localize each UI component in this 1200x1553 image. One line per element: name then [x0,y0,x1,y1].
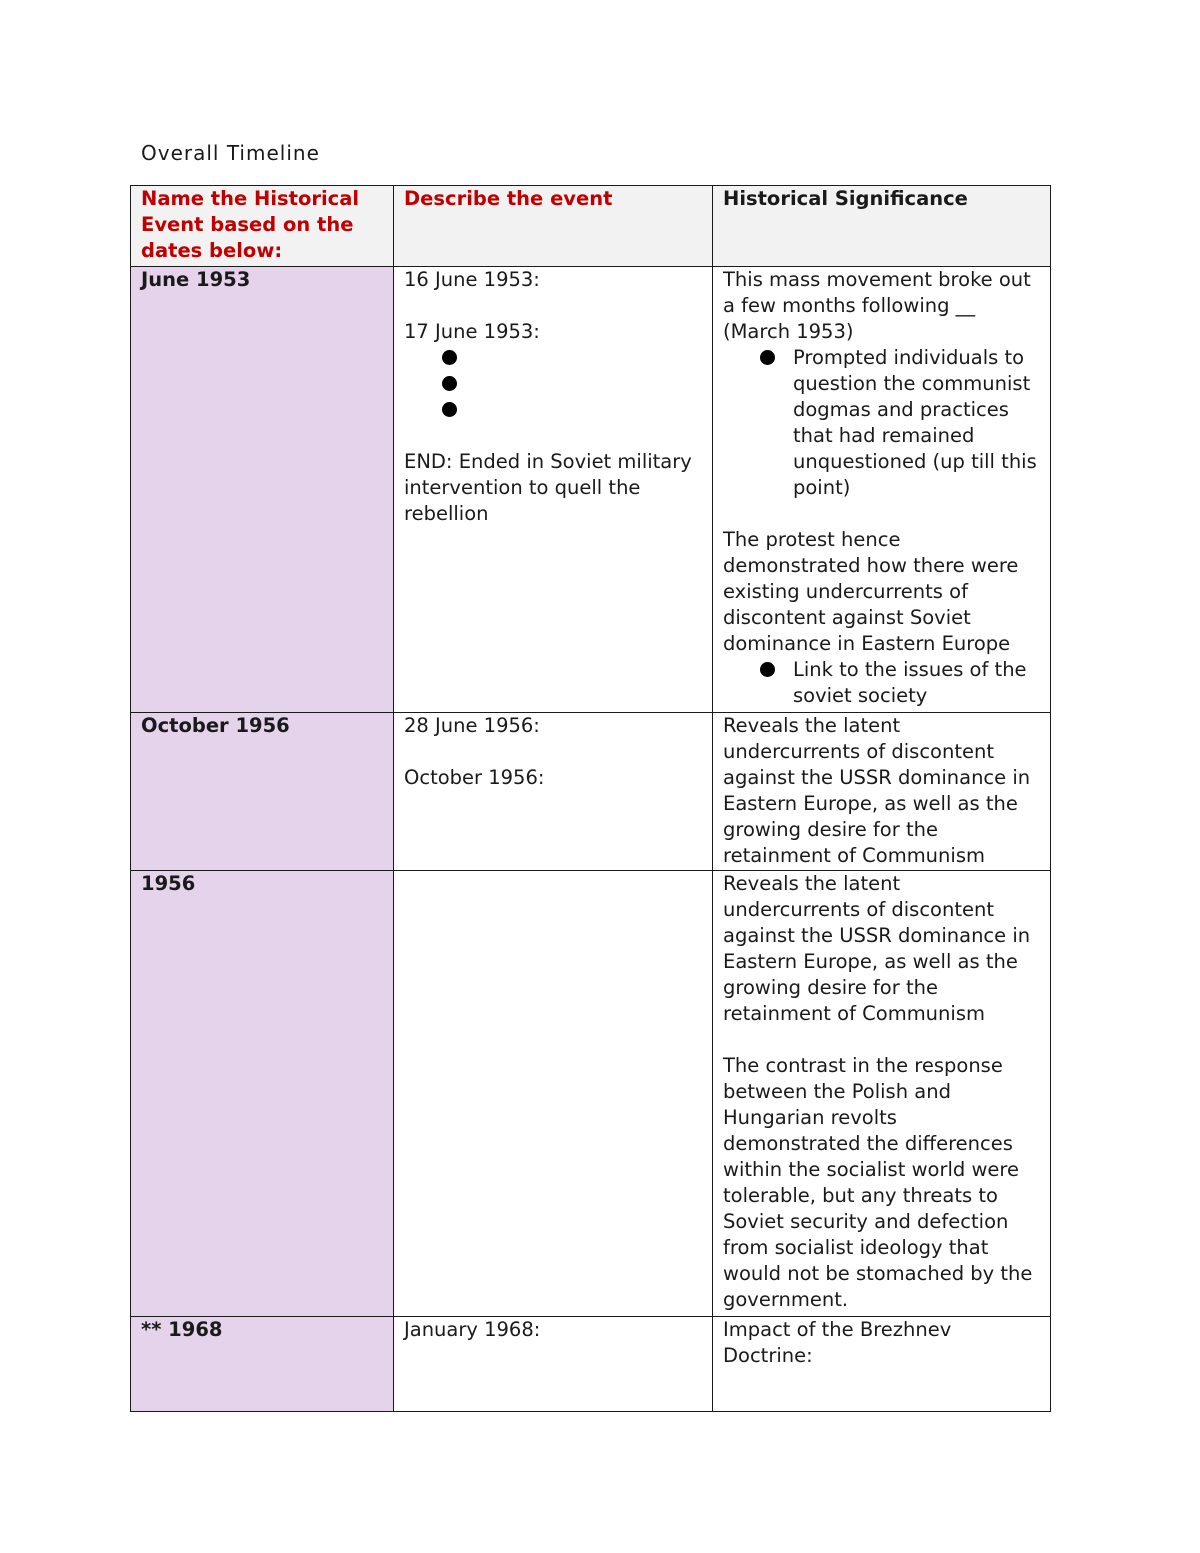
significance-text: This mass movement broke out a few months following __ (March 1953) [723,268,1031,343]
significance-cell [713,871,1051,1317]
describe-date: January 1968: [404,1318,541,1341]
describe-date: 28 June 1956: [404,714,540,737]
significance-cell [713,267,1051,713]
header-event-name: Name the Historical Event based on the dates below: [131,186,394,267]
describe-date: 17 June 1953: [404,320,540,343]
table-row [131,871,1051,1317]
describe-cell [394,267,713,713]
table-row [131,267,1051,713]
significance-cell [713,1317,1051,1412]
timeline-table [130,185,1051,1412]
significance-text: Reveals the latent undercurrents of discontent against the USSR dominance in Eastern Europe, as well as the growing desire for the retainment of Communism [723,714,1031,867]
list-item [404,371,702,397]
bullet-list [723,345,1040,501]
bullet-icon [442,376,457,391]
bullet-text: Prompted individuals to question the communist dogmas and practices that had remained unquestioned (up till this point) [793,346,1037,499]
describe-date: 16 June 1953: [404,268,540,291]
significance-text: The contrast in the response between the Polish and Hungarian revolts demonstrated the differences within the socialist world were tolerable, but any threats to Soviet security and defection from socialist ideology that would not be stomached by the government. [723,1054,1033,1311]
page-title: Overall Timeline [141,141,320,165]
describe-cell [394,1317,713,1412]
event-name-cell: ** 1968 [131,1317,394,1412]
describe-cell [394,871,713,1317]
event-name-cell: October 1956 [131,713,394,871]
table-row [131,1317,1051,1412]
bullet-icon [442,402,457,417]
significance-cell [713,713,1051,871]
bullet-list [404,345,702,423]
table-header-row [131,186,1051,267]
table-row [131,713,1051,871]
significance-text: Reveals the latent undercurrents of discontent against the USSR dominance in Eastern Europe, as well as the growing desire for the retainment of Communism [723,872,1031,1025]
bullet-list [723,657,1040,709]
bullet-text: Link to the issues of the soviet society [793,658,1027,707]
bullet-icon [442,350,457,365]
describe-date: October 1956: [404,766,545,789]
list-item [404,345,702,371]
significance-text: The protest hence demonstrated how there were existing undercurrents of discontent against Soviet dominance in Eastern Europe [723,528,1019,655]
describe-end: END: Ended in Soviet military intervention to quell the rebellion [404,450,692,525]
header-significance: Historical Significance [713,186,1051,267]
list-item [723,657,1040,709]
header-describe: Describe the event [394,186,713,267]
describe-cell [394,713,713,871]
list-item [404,397,702,423]
event-name-cell: June 1953 [131,267,394,713]
bullet-icon [760,662,775,677]
list-item [723,345,1040,501]
bullet-icon [760,350,775,365]
event-name-cell: 1956 [131,871,394,1317]
significance-text: Impact of the Brezhnev Doctrine: [723,1318,952,1367]
